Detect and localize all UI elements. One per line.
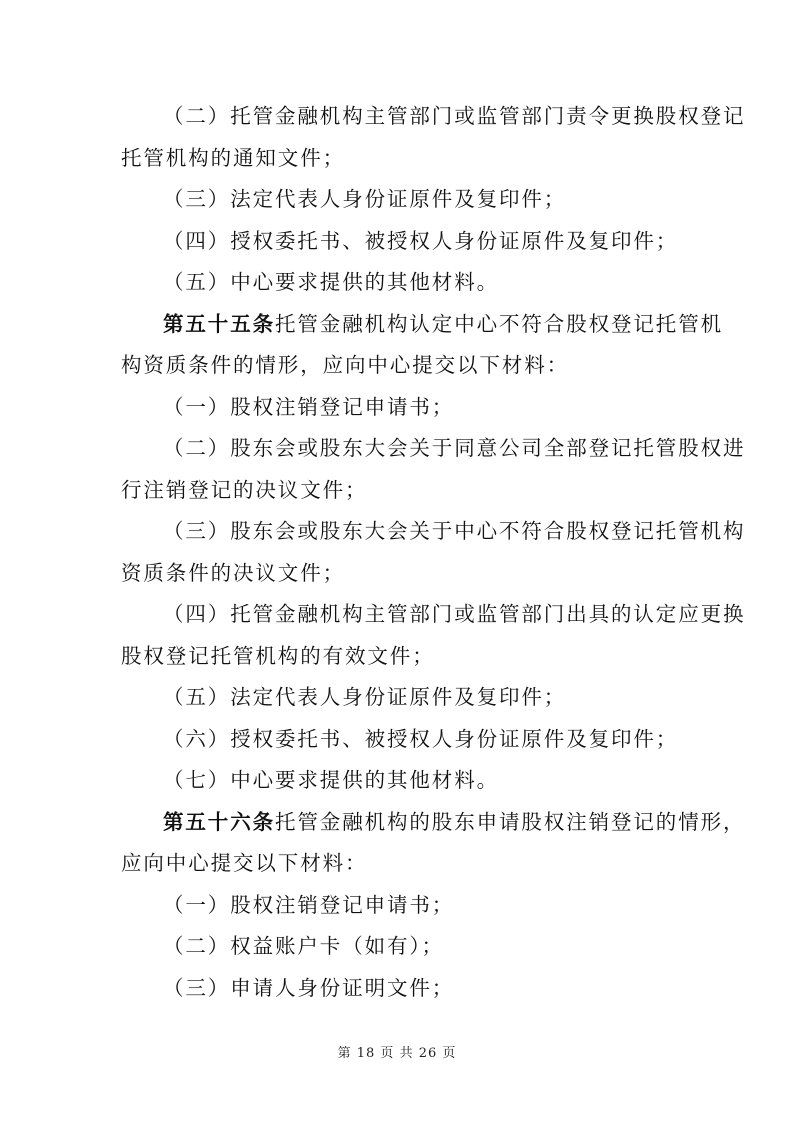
text-line: （五）法定代表人身份证原件及复印件； [163, 685, 567, 709]
page-number-footer: 第 18 页 共 26 页 [337, 1046, 457, 1061]
text-line: 应向中心提交以下材料： [121, 851, 368, 875]
text-line: 托管机构的通知文件； [121, 145, 345, 170]
text-line: （四）托管金融机构主管部门或监管部门出具的认定应更换 [163, 602, 746, 626]
document-body [121, 96, 746, 1009]
article-number: 第五十六条 [163, 809, 275, 834]
text-line: （三）股东会或股东大会关于中心不符合股权登记托管机构 [163, 519, 746, 543]
text-line: （七）中心要求提供的其他材料。 [163, 768, 499, 792]
text-line: （三）申请人身份证明文件； [163, 975, 455, 1000]
text-line: （五）中心要求提供的其他材料。 [163, 270, 499, 294]
text-line: （一）股权注销登记申请书； [163, 892, 455, 917]
article-55-heading-line [121, 304, 723, 346]
text-line: 构资质条件的情形，应向中心提交以下材料： [121, 353, 569, 377]
article-56-heading-line [121, 802, 746, 844]
text-line: （四）授权委托书、被授权人身份证原件及复印件； [163, 228, 679, 253]
text-line: （一）股权注销登记申请书； [163, 394, 455, 419]
article-text: 托管金融机构的股东申请股权注销登记的情形， [275, 809, 746, 834]
article-number: 第五十五条 [163, 311, 275, 336]
text-line: （二）托管金融机构主管部门或监管部门责令更换股权登记 [163, 104, 746, 128]
text-line: （二）股东会或股东大会关于同意公司全部登记托管股权进 [163, 436, 746, 460]
text-line: （三）法定代表人身份证原件及复印件； [163, 187, 567, 211]
text-line: 资质条件的决议文件； [121, 560, 345, 585]
article-text: 托管金融机构认定中心不符合股权登记托管机 [275, 311, 723, 336]
text-line: （六）授权委托书、被授权人身份证原件及复印件； [163, 726, 679, 751]
text-line: （二）权益账户卡（如有）； [163, 934, 444, 958]
text-line: 股权登记托管机构的有效文件； [121, 643, 435, 668]
text-line: 行注销登记的决议文件； [121, 477, 368, 502]
